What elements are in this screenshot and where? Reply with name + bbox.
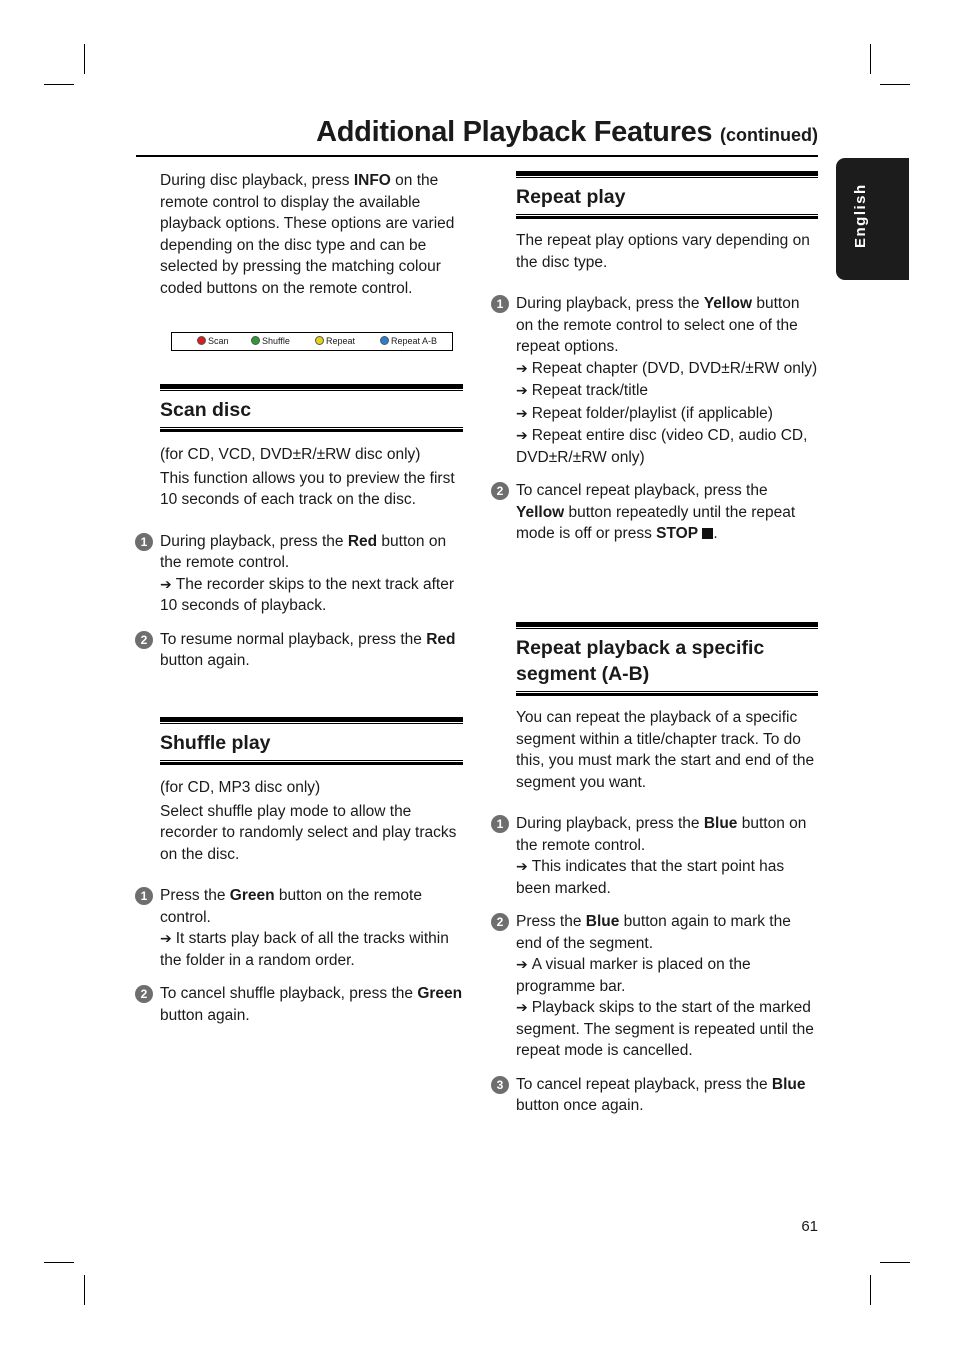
step-number-icon: 2	[135, 631, 153, 649]
step-text: To cancel repeat playback, press the	[516, 1075, 772, 1093]
step-text: button again.	[160, 652, 250, 669]
page-title-continued: (continued)	[720, 125, 818, 145]
scan-disc-title: Scan disc	[160, 399, 252, 421]
step-text: To cancel shuffle playback, press the	[160, 985, 418, 1002]
colour-button-bar	[171, 332, 453, 351]
repeat-play-body	[496, 230, 820, 545]
step-bold: Red	[347, 532, 378, 550]
arrow-right-icon: ➔	[516, 404, 528, 421]
shuffle-play-note: (for CD, MP3 disc only)	[160, 779, 321, 796]
repeat-ab-step-1	[496, 813, 820, 899]
crop-mark	[84, 1275, 85, 1305]
colour-item-shuffle	[251, 333, 290, 350]
page-title	[136, 112, 818, 155]
intro-text-after: on the remote control to display the available playback options. These options are varied depending on the disc type and can be selected by pressing the matching colour coded buttons on the remote control.	[160, 172, 455, 297]
step-text: button again.	[160, 1006, 250, 1024]
step-result: It starts play back of all the tracks within the folder in a random order.	[160, 930, 449, 969]
arrow-right-icon: ➔	[516, 858, 528, 874]
step-number-icon: 1	[491, 815, 509, 833]
step-bold: Yellow	[516, 503, 565, 521]
step-text: button on the remote control.	[516, 815, 807, 854]
arrow-right-icon: ➔	[516, 956, 528, 972]
repeat-option	[516, 425, 820, 468]
step-bold: Yellow	[703, 295, 753, 312]
step-text: button on the remote control.	[160, 532, 447, 571]
repeat-option	[516, 380, 820, 402]
arrow-right-icon: ➔	[160, 930, 172, 946]
shuffle-play-heading	[160, 717, 463, 765]
crop-mark	[880, 84, 910, 85]
step-text: button on the remote control to select one of the repeat options.	[516, 295, 800, 355]
step-number-icon: 3	[491, 1076, 509, 1094]
step-text: button on the remote control.	[160, 887, 422, 926]
repeat-ab-heading	[516, 622, 818, 696]
yellow-dot-icon	[315, 336, 324, 345]
step-number-icon: 1	[135, 533, 153, 551]
scan-disc-desc: This function allows you to preview the first 10 seconds of each track on the disc.	[160, 469, 455, 508]
title-rule	[136, 155, 818, 157]
shuffle-play-title: Shuffle play	[160, 732, 271, 754]
repeat-step-1	[496, 293, 820, 468]
stop-square-icon	[702, 528, 713, 539]
colour-item-repeat	[315, 333, 355, 350]
arrow-right-icon: ➔	[160, 575, 172, 592]
colour-item-repeat-ab	[380, 333, 437, 350]
step-bold: Blue	[703, 815, 738, 832]
step-text: During playback, press the	[516, 295, 704, 312]
repeat-ab-title: Repeat playback a specific segment (A-B)	[516, 637, 765, 685]
step-text: Press the	[516, 913, 586, 930]
shuffle-step-2	[140, 983, 465, 1026]
colour-item-label: Repeat A-B	[391, 336, 438, 346]
intro-text: During disc playback, press	[160, 172, 354, 189]
crop-mark	[84, 44, 85, 74]
arrow-right-icon: ➔	[516, 999, 528, 1015]
colour-item-label: Shuffle	[262, 336, 290, 346]
step-number-icon: 1	[135, 887, 153, 905]
step-number-icon: 2	[135, 985, 153, 1003]
repeat-option-text: Repeat chapter (DVD, DVD±R/±RW only)	[531, 359, 818, 377]
step-text: .	[713, 525, 718, 542]
step-result: Playback skips to the start of the marked segment. The segment is repeated until the repeat mode is cancelled.	[516, 999, 814, 1059]
step-text: During playback, press the	[516, 815, 704, 832]
shuffle-play-desc: Select shuffle play mode to allow the recorder to randomly select and play tracks on the disc.	[160, 802, 457, 863]
step-number-icon: 2	[491, 913, 509, 931]
step-number-icon: 2	[491, 482, 509, 500]
repeat-option	[516, 358, 820, 380]
step-text: To resume normal playback, press the	[160, 630, 427, 648]
step-text: Press the	[160, 887, 230, 904]
step-result: A visual marker is placed on the programme bar.	[516, 956, 751, 995]
shuffle-play-body	[140, 777, 465, 1026]
step-text: button once again.	[516, 1097, 644, 1114]
repeat-ab-desc: You can repeat the playback of a specific segment within a title/chapter track. To do this, you must mark the start and end of the segment you want.	[516, 709, 815, 791]
scan-step-2	[140, 629, 465, 672]
repeat-ab-step-3	[496, 1074, 820, 1117]
shuffle-step-1	[140, 885, 465, 971]
crop-mark	[44, 1262, 74, 1263]
language-tab-label: English	[852, 183, 869, 248]
step-bold: Blue	[585, 913, 620, 930]
repeat-option	[516, 403, 820, 425]
scan-step-1	[140, 531, 465, 617]
repeat-play-title: Repeat play	[516, 186, 626, 208]
colour-item-label: Scan	[208, 336, 229, 346]
step-bold: Red	[426, 630, 456, 648]
repeat-play-desc: The repeat play options vary depending on the disc type.	[516, 232, 810, 271]
step-bold: Green	[229, 887, 275, 904]
repeat-option-text: Repeat folder/playlist (if applicable)	[531, 404, 773, 422]
repeat-play-heading	[516, 171, 818, 219]
step-text: During playback, press the	[160, 532, 348, 550]
step-text: button again to mark the end of the segment.	[516, 913, 791, 952]
arrow-right-icon: ➔	[516, 382, 528, 398]
repeat-option-text: Repeat track/title	[531, 382, 649, 399]
colour-item-scan	[197, 333, 229, 350]
blue-dot-icon	[380, 336, 389, 345]
arrow-right-icon: ➔	[516, 427, 528, 443]
arrow-right-icon: ➔	[516, 359, 528, 376]
intro-paragraph	[160, 170, 465, 299]
language-tab	[836, 158, 909, 280]
repeat-ab-step-2	[496, 911, 820, 1062]
step-number-icon: 1	[491, 295, 509, 313]
colour-item-label: Repeat	[326, 336, 356, 346]
crop-mark	[870, 44, 871, 74]
scan-disc-body	[140, 444, 465, 672]
step-text: To cancel repeat playback, press the	[516, 482, 768, 499]
scan-disc-note: (for CD, VCD, DVD±R/±RW disc only)	[160, 446, 421, 463]
step-bold: Green	[417, 985, 463, 1002]
crop-mark	[880, 1262, 910, 1263]
step-bold: Blue	[771, 1075, 806, 1093]
page-number: 61	[801, 1218, 818, 1235]
repeat-ab-body	[496, 707, 820, 1117]
crop-mark	[870, 1275, 871, 1305]
repeat-step-2	[496, 480, 820, 545]
page-title-text: Additional Playback Features	[316, 116, 713, 148]
repeat-option-text: Repeat entire disc (video CD, audio CD, DVD±R/±RW only)	[516, 427, 808, 466]
step-bold: STOP	[656, 525, 699, 542]
red-dot-icon	[197, 336, 206, 345]
intro-bold: INFO	[353, 172, 391, 189]
step-text: button repeatedly until the repeat mode is off or press	[516, 503, 796, 542]
crop-mark	[44, 84, 74, 85]
step-result: This indicates that the start point has been marked.	[516, 858, 785, 897]
step-result: The recorder skips to the next track after 10 seconds of playback.	[160, 575, 454, 614]
scan-disc-heading	[160, 384, 463, 432]
green-dot-icon	[251, 336, 260, 345]
